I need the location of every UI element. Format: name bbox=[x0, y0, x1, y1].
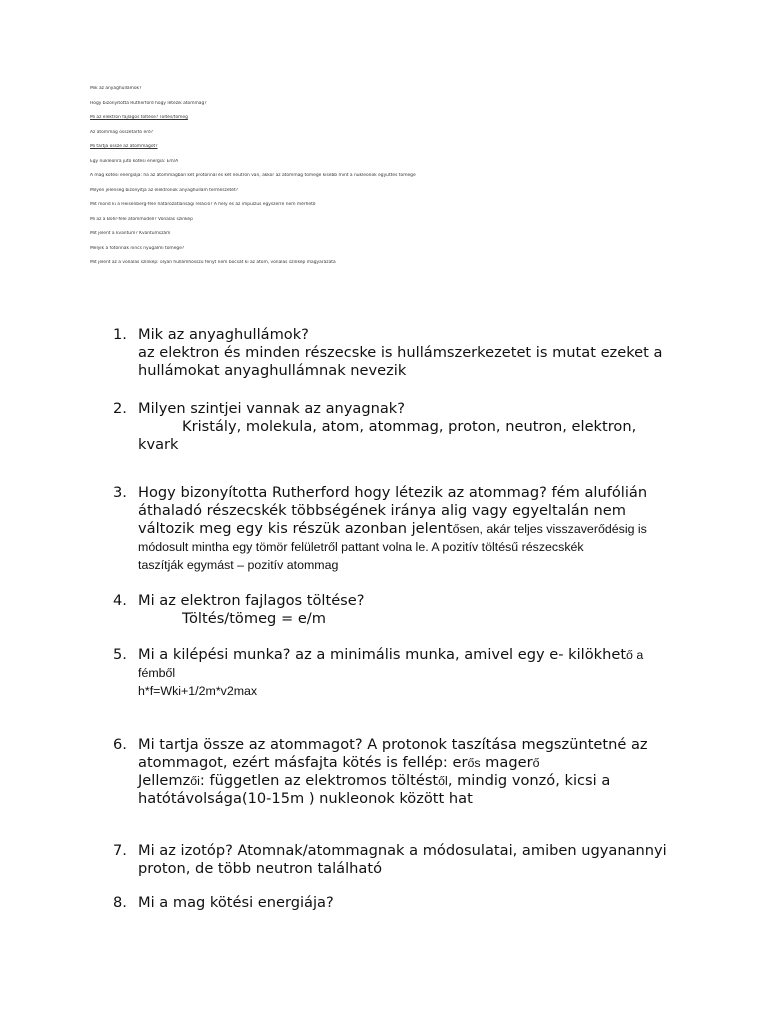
text-line bbox=[138, 538, 698, 556]
question-body bbox=[138, 894, 698, 912]
tiny-line: Milyen jelenség bizonyítja az elektronok anyaghullám természetét? bbox=[90, 187, 239, 193]
question-number: 5. bbox=[113, 646, 127, 663]
text-line bbox=[138, 592, 698, 610]
tiny-line: Mi tartja össze az atommagot? bbox=[90, 144, 158, 149]
tiny-line: Melyik a fotonnak nincs nyugalmi tömege? bbox=[90, 245, 185, 251]
text-run: mager bbox=[480, 754, 533, 771]
text-run: módosult mintha egy tömör felületről pattant volna le. A pozitív töltésű részecskék bbox=[138, 540, 584, 554]
text-run: ől bbox=[438, 774, 448, 788]
text-line bbox=[138, 502, 698, 520]
question-body bbox=[138, 646, 698, 700]
text-line bbox=[138, 556, 698, 574]
question-number: 3. bbox=[113, 484, 127, 501]
text-run: Jellemz bbox=[138, 772, 191, 789]
text-line bbox=[138, 664, 698, 682]
text-run: ősen, akár teljes visszaverődésig is bbox=[452, 522, 647, 536]
question-body bbox=[138, 592, 698, 628]
text-run: Mi a kilépési munka? az a minimális munka, amivel egy e- kilökhet bbox=[138, 646, 627, 663]
question-body bbox=[138, 736, 698, 808]
question-number: 6. bbox=[113, 736, 127, 753]
text-run: Mi tartja össze az atommagot? A protonok taszítása megszüntetné az bbox=[138, 736, 648, 753]
question-body bbox=[138, 484, 698, 574]
text-line bbox=[138, 344, 698, 362]
text-run: változik meg egy kis részük azonban jelent bbox=[138, 520, 453, 537]
text-run: ős bbox=[467, 756, 481, 770]
text-line bbox=[138, 326, 698, 344]
text-line bbox=[138, 400, 698, 418]
text-run: atommagot, ezért másfajta kötés is fellép: er bbox=[138, 754, 468, 771]
text-line bbox=[138, 418, 698, 436]
text-run: kvark bbox=[138, 436, 179, 453]
text-run: taszítják egymást – pozitív atommag bbox=[138, 558, 339, 572]
text-line bbox=[138, 362, 698, 380]
tiny-line: Hogy bizonyította Rutherford hogy létezik atommag? bbox=[90, 100, 207, 106]
tiny-line: Az atommag összetartó erő? bbox=[90, 129, 154, 135]
question-body bbox=[138, 326, 698, 380]
text-line bbox=[138, 736, 698, 754]
text-line bbox=[138, 610, 698, 628]
question-number: 2. bbox=[113, 400, 127, 417]
text-run: Mi az izotóp? Atomnak/atommagnak a módosulatai, amiben ugyanannyi bbox=[138, 842, 667, 859]
text-run: Mik az anyaghullámok? bbox=[138, 326, 309, 343]
text-run: Milyen szintjei vannak az anyagnak? bbox=[138, 400, 405, 417]
tiny-question-list bbox=[90, 86, 730, 275]
text-line bbox=[138, 682, 698, 700]
text-run: ői bbox=[190, 774, 200, 788]
text-line bbox=[138, 772, 698, 790]
tiny-line: Egy nukleonra jutó kötési energia: Em/A bbox=[90, 158, 179, 164]
tiny-line: Mi az a Bohr-féle atommodell? Vonalas színkép bbox=[90, 216, 193, 222]
tiny-line: Mik az anyaghullámok? bbox=[90, 86, 142, 91]
text-run: Mi az elektron fajlagos töltése? bbox=[138, 592, 365, 609]
question-number: 7. bbox=[113, 842, 127, 859]
text-line bbox=[138, 894, 698, 912]
question-number: 1. bbox=[113, 326, 127, 343]
text-line bbox=[138, 484, 698, 502]
text-line bbox=[138, 520, 698, 538]
text-line bbox=[138, 790, 698, 808]
question-number: 4. bbox=[113, 592, 127, 609]
question-body bbox=[138, 400, 698, 454]
text-run: fémből bbox=[138, 666, 176, 680]
text-line bbox=[138, 754, 698, 772]
text-run: proton, de több neutron található bbox=[138, 860, 383, 877]
text-line bbox=[138, 646, 698, 664]
text-run: Töltés/tömeg = e/m bbox=[182, 610, 326, 627]
text-run: hatótávolsága(10-15m ) nukleonok között hat bbox=[138, 790, 473, 807]
text-run: ő a bbox=[626, 648, 644, 662]
text-line bbox=[138, 436, 698, 454]
tiny-line: Mit jelent a kvantum? Kvantumszám bbox=[90, 231, 171, 236]
text-run: az elektron és minden részecske is hullámszerkezetet is mutat ezeket a bbox=[138, 344, 663, 361]
text-run: Kristály, molekula, atom, atommag, proton, neutron, elektron, bbox=[182, 418, 637, 435]
tiny-line: Mi az elektron fajlagos töltése? Töltés/tömeg bbox=[90, 115, 188, 120]
text-run: h*f=Wki+1/2m*v2max bbox=[138, 684, 258, 698]
text-run: , mindig vonzó, kicsi a bbox=[447, 772, 611, 789]
tiny-line: A mag kötési energiája: ha az atommagban két protonnal és két neutron van, akkor az atommag tömege kisebb mint a nukleonok együttes tömege bbox=[90, 173, 416, 178]
text-run: hullámokat anyaghullámnak nevezik bbox=[138, 362, 407, 379]
text-line bbox=[138, 860, 698, 878]
tiny-line: Mit mond ki a Heisenberg-féle határozatlansági reláció? A hely és az impulzus egyszerre nem mérhető bbox=[90, 202, 316, 207]
text-run: Mi a mag kötési energiája? bbox=[138, 894, 334, 911]
question-number: 8. bbox=[113, 894, 127, 911]
text-run: Hogy bizonyította Rutherford hogy létezik az atommag? fém alufólián bbox=[138, 484, 648, 501]
tiny-line: Mit jelent az a vonalas színkép: olyan hullámhosszú fényt nem bocsát ki az atom, vonalas színkép magyarázata bbox=[90, 260, 336, 265]
text-line bbox=[138, 842, 698, 860]
text-run: : független az elektromos töltést bbox=[199, 772, 439, 789]
text-run: ő bbox=[532, 756, 540, 770]
text-run: áthaladó részecskék többségének iránya alig vagy egyeltalán nem bbox=[138, 502, 626, 519]
question-body bbox=[138, 842, 698, 878]
